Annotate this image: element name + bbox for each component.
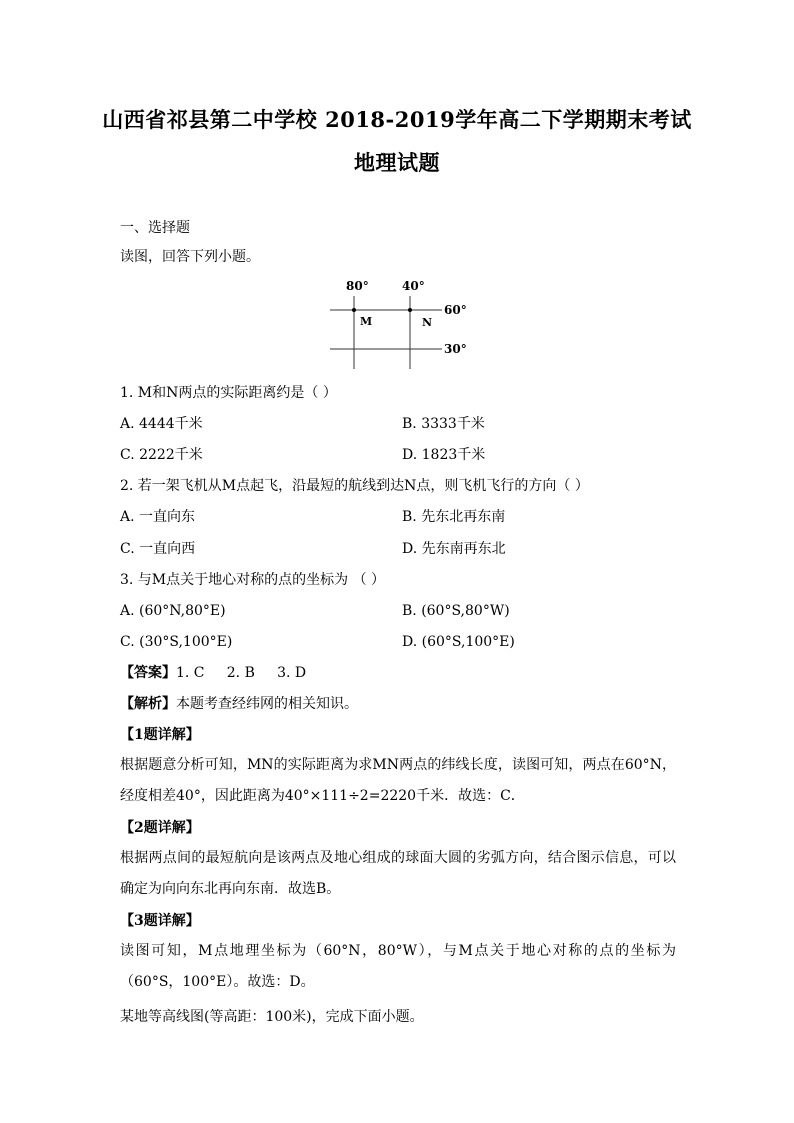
point-n-label: N [422, 316, 433, 329]
question-1-stem: 1. M和N两点的实际距离约是（ ） [120, 385, 337, 401]
answer-text: 1. C 2. B 3. D [176, 665, 307, 681]
analysis-text: 本题考查经纬网的相关知识。 [176, 696, 358, 712]
analysis-label: 【解析】 [120, 696, 176, 712]
document-subtitle: 地理试题 [354, 150, 440, 175]
lat-60-label: 60° [444, 303, 467, 317]
question-1-option-d: D. 1823千米 [402, 447, 486, 463]
question-2-option-c: C. 一直向西 [120, 541, 196, 557]
question-3-option-c: C. (30°S,100°E) [120, 634, 233, 650]
question-3-option-b: B. (60°S,80°W) [402, 603, 510, 619]
section-heading: 一、选择题 [120, 220, 190, 236]
question-2-stem: 2. 若一架飞机从M点起飞，沿最短的航线到达N点，则飞机飞行的方向（ ） [120, 478, 589, 494]
question-1-option-b: B. 3333千米 [402, 416, 485, 432]
lat-30-label: 30° [444, 342, 467, 356]
lon-80-label: 80° [346, 279, 369, 293]
question-1-option-a: A. 4444千米 [120, 416, 203, 432]
point-n-marker [408, 308, 412, 312]
detail-1-label: 【1题详解】 [120, 727, 200, 743]
question-1-option-c: C. 2222千米 [120, 447, 203, 463]
point-m-label: M [360, 315, 373, 328]
question-2-option-b: B. 先东北再东南 [402, 509, 506, 525]
answer-line [120, 663, 306, 683]
intro-text: 读图，回答下列小题。 [120, 249, 260, 265]
question-2-option-d: D. 先东南再东北 [402, 541, 506, 557]
lat-long-grid-figure [320, 276, 480, 372]
detail-3-text: 读图可知，M点地理坐标为（60°N，80°W），与M点关于地心对称的点的坐标为（60°S，100°E）。故选：D。 [120, 943, 676, 990]
question-3-option-a: A. (60°N,80°E) [120, 603, 226, 619]
question-3-option-d: D. (60°S,100°E) [402, 634, 515, 650]
point-m-marker [352, 308, 356, 312]
detail-2-label: 【2题详解】 [120, 820, 200, 836]
detail-3-label: 【3题详解】 [120, 913, 200, 929]
detail-2-text: 根据两点间的最短航向是该两点及地心组成的球面大圆的劣弧方向，结合图示信息，可以确定为向向东北再向东南．故选B。 [120, 850, 676, 897]
question-3-stem: 3. 与M点关于地心对称的点的坐标为 （ ） [120, 572, 386, 588]
lon-40-label: 40° [402, 279, 425, 293]
answer-label: 【答案】 [120, 665, 176, 681]
next-question-intro: 某地等高线图(等高距：100米)，完成下面小题。 [120, 1009, 424, 1025]
document-title: 山西省祁县第二中学校 2018-2019学年高二下学期期末考试 [102, 107, 692, 132]
analysis-line [120, 694, 358, 714]
detail-1-text: 根据题意分析可知，MN的实际距离为求MN两点的纬线长度，读图可知，两点在60°N，经度相差40°，因此距离为40°×111÷2=2220千米．故选：C． [120, 757, 676, 804]
question-2-option-a: A. 一直向东 [120, 509, 196, 525]
